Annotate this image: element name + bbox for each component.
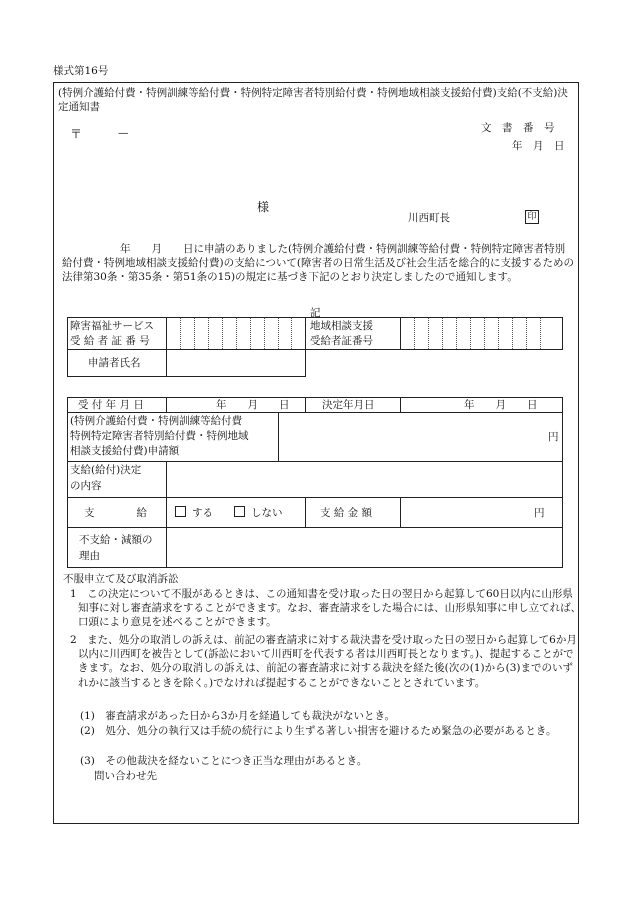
appeal-sub-1: (1) 審査請求があった日から3か月を経過しても裁決がないとき。: [80, 710, 396, 722]
service-cert-label-1: 障害福祉サービス: [70, 320, 154, 332]
receipt-date-value: 年 月 日: [216, 399, 290, 411]
decision-content-label-2: の内容: [70, 480, 102, 492]
reason-label-1: 不支給・減額の: [79, 534, 153, 546]
claim-label-1: (特例介護給付費・特例訓練等給付費: [70, 415, 243, 427]
appeal-sub-3: (3) その他裁決を経ないことにつき正当な理由があるとき。: [80, 755, 368, 767]
payment-amount-label: 支 給 金 額: [320, 507, 373, 519]
doc-number-label: 文 書 番 号: [481, 122, 555, 134]
option-yes-label: する: [192, 507, 213, 519]
date-label: 年 月 日: [512, 140, 565, 152]
contact-label: 問い合わせ先: [94, 770, 157, 782]
document-title: (特例介護給付費・特例訓練等給付費・特例特定障害者特別給付費・特例地域相談支援給付費)支給(不支給)決定通知書: [58, 87, 568, 114]
payment-option-yes[interactable]: [175, 506, 213, 520]
issuer-name: 川西町長: [408, 212, 450, 224]
postal-mark: 〒: [70, 127, 83, 141]
community-cert-label-1: 地域相談支援: [310, 320, 373, 332]
payment-yen: 円: [534, 507, 545, 519]
decision-date-label: 決定年月日: [322, 399, 375, 411]
ki-label: 記: [310, 307, 321, 319]
receipt-date-label: 受 付 年 月 日: [78, 399, 144, 411]
decision-date-value: 年 月 日: [464, 399, 538, 411]
appeal-sub-2: (2) 処分、処分の執行又は手続の続行により生ずる著しい損害を避けるため緊急の必要があるとき。: [80, 725, 557, 737]
applicant-name-label: 申請者氏名: [88, 357, 141, 369]
postal-dash: —: [118, 127, 129, 139]
community-cert-label-2: 受給者証番号: [310, 335, 373, 347]
checkbox-yes[interactable]: [175, 506, 186, 517]
claim-yen: 円: [548, 431, 559, 443]
option-no-label: しない: [251, 507, 283, 519]
service-cert-label-2: 受 給 者 証 番 号: [70, 335, 150, 347]
seal-stamp: 印: [525, 210, 539, 224]
appeal-item-2: 2 また、処分の取消しの訴えは、前記の審査請求に対する裁決書を受け取った日の翌日から起算して6か月以内に川西町を被告として(訴訟において川西町を代表する者は川西町長となります。)、提起することができます。なお、処分の取消しの訴えは、前記の審査請求に対する裁決を経た後(次の(1)から(3)までのいずれかに該当するときを除く。)でなければ提起することができないこととされています。: [70, 634, 577, 689]
form-number: 様式第16号: [53, 65, 109, 77]
claim-label-3: 相談支援給付費)申請額: [70, 445, 180, 457]
payment-label: 支 給: [84, 507, 147, 519]
addressee-suffix: 様: [257, 200, 270, 214]
decision-content-label-1: 支給(給付)決定: [70, 464, 142, 476]
payment-option-no[interactable]: [234, 506, 283, 520]
intro-paragraph: 年 月 日に申請のありました(特例介護給付費・特例訓練等給付費・特例特定障害者特別給付費・特例地域相談支援給付費)の支給について(障害者の日常生活及び社会生活を総合的に支援するための法律第30条・第35条・第51条の15)の規定に基づき下記のとおり決定しましたので通知します。: [62, 243, 574, 284]
checkbox-no[interactable]: [234, 506, 245, 517]
reason-label-2: 理由: [79, 550, 100, 562]
appeal-item-1: 1 この決定について不服があるときは、この通知書を受け取った日の翌日から起算して60日以内に山形県知事に対し審査請求をすることができます。なお、審査請求をした場合には、山形県知事に申し立てれば、口頭により意見を述べることができます。: [70, 588, 582, 629]
appeal-heading: 不服申立て及び取消訴訟: [63, 573, 179, 585]
claim-label-2: 特例特定障害者特別給付費・特例地域: [70, 430, 249, 442]
